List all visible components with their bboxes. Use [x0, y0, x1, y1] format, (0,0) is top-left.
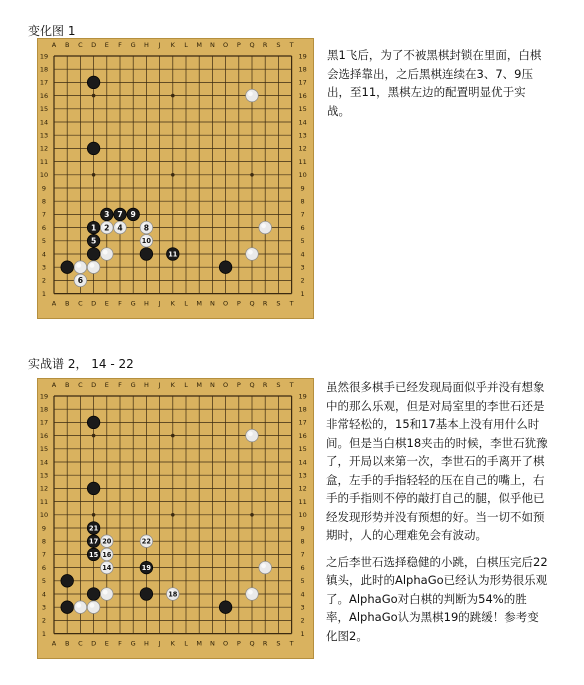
- column-label: C: [78, 639, 83, 648]
- white-stone: [101, 561, 114, 574]
- commentary-paragraph: 黑1飞后，为了不被黑棋封锁在里面，白棋会选择靠出，之后黑棋连续在3、7、9压出，至11，黑棋左边的配置明显优于实战。: [327, 48, 542, 118]
- row-label: 17: [39, 78, 49, 87]
- white-stone: [259, 561, 272, 574]
- row-label: 7: [41, 210, 47, 219]
- row-label: 6: [300, 223, 305, 232]
- row-label: 15: [298, 105, 307, 114]
- column-label: R: [262, 41, 268, 49]
- white-stone: [246, 89, 259, 102]
- column-label: J: [158, 639, 161, 648]
- column-label: J: [158, 299, 161, 308]
- column-label: B: [64, 639, 70, 648]
- row-label: 5: [41, 237, 47, 246]
- column-label: Q: [249, 41, 255, 49]
- row-label: 18: [39, 405, 49, 414]
- column-label: F: [118, 381, 122, 389]
- white-stone: [140, 221, 153, 234]
- black-stone: [87, 416, 100, 429]
- row-label: 10: [298, 511, 307, 520]
- move-number-label: 15: [89, 550, 99, 559]
- black-stone: [87, 248, 100, 261]
- black-stone: [140, 588, 153, 601]
- board-surface: [38, 379, 314, 659]
- row-label: 7: [300, 210, 305, 219]
- white-stone: [74, 261, 87, 274]
- column-label: P: [236, 299, 241, 308]
- star-point: [171, 513, 175, 517]
- move-number-label: 10: [141, 237, 151, 246]
- row-label: 18: [298, 405, 307, 414]
- black-stone: [87, 588, 100, 601]
- column-label: M: [196, 639, 203, 648]
- go-board-diagram2: [37, 378, 314, 659]
- column-label: J: [158, 381, 161, 389]
- row-label: 10: [39, 511, 49, 520]
- column-label: J: [158, 41, 161, 49]
- row-label: 19: [39, 392, 49, 401]
- column-label: Q: [249, 639, 255, 648]
- go-board-svg: [37, 378, 314, 659]
- white-stone: [101, 548, 114, 561]
- move-number-label: 17: [89, 537, 99, 546]
- white-stone: [101, 588, 114, 601]
- row-label: 14: [39, 118, 49, 127]
- column-label: A: [51, 639, 57, 648]
- column-label: P: [236, 41, 241, 49]
- move-number-label: 4: [117, 223, 123, 233]
- go-board-svg: [37, 38, 314, 319]
- row-label: 11: [298, 157, 307, 166]
- row-label: 13: [39, 131, 49, 140]
- row-label: 12: [39, 144, 49, 153]
- column-label: N: [209, 639, 215, 648]
- commentary-paragraph: 虽然很多棋手已经发现局面似乎并没有想象中的那么乐观，但是对局室里的李世石还是非常轻松的，15和17基本上没有用什么时间。但是当白棋18夹击的时候，李世石犹豫了，开局以来第一次，李世石的手离开了棋盒，左手的手指轻轻的压在自己的嘴上，右手的手指则不停的敲打自己的腿，似乎他已经发现形势并没有预想的好。当一切不如预期时，人的心理难免会有波动。: [326, 380, 548, 542]
- column-label: M: [196, 381, 203, 389]
- black-stone: [140, 248, 153, 261]
- row-label: 15: [298, 445, 307, 454]
- row-label: 3: [300, 263, 305, 272]
- black-stone: [127, 208, 140, 221]
- row-label: 15: [39, 445, 49, 454]
- move-number-label: 2: [104, 223, 110, 233]
- column-label: T: [289, 299, 294, 308]
- row-label: 1: [41, 289, 47, 298]
- move-number-label: 6: [77, 276, 84, 286]
- row-label: 8: [41, 197, 47, 206]
- row-label: 8: [300, 197, 305, 206]
- column-label: H: [143, 299, 149, 308]
- row-label: 13: [298, 131, 307, 140]
- white-stone: [246, 429, 259, 442]
- row-label: 3: [41, 603, 47, 612]
- column-label: D: [91, 41, 97, 49]
- column-label: S: [276, 299, 281, 308]
- row-label: 6: [41, 223, 47, 232]
- row-label: 15: [39, 105, 49, 114]
- column-label: R: [262, 381, 268, 389]
- column-label: N: [209, 381, 215, 389]
- row-label: 12: [298, 484, 307, 493]
- row-label: 11: [39, 497, 49, 506]
- star-point: [92, 173, 96, 177]
- row-label: 17: [39, 418, 49, 427]
- column-label: B: [64, 299, 70, 308]
- star-point: [171, 434, 175, 438]
- column-label: C: [78, 41, 83, 49]
- black-stone: [219, 261, 232, 274]
- column-label: L: [184, 639, 188, 648]
- column-label: F: [118, 41, 122, 49]
- black-stone: [87, 548, 100, 561]
- star-point: [92, 434, 96, 438]
- column-label: K: [170, 41, 175, 49]
- white-stone: [114, 221, 127, 234]
- row-label: 17: [298, 78, 307, 87]
- column-label: T: [289, 381, 294, 389]
- row-label: 6: [300, 563, 305, 572]
- row-label: 19: [39, 52, 49, 61]
- row-label: 7: [300, 550, 305, 559]
- column-label: G: [130, 381, 136, 389]
- white-stone: [74, 601, 87, 614]
- white-stone: [74, 274, 87, 287]
- white-stone: [167, 588, 180, 601]
- row-label: 14: [298, 118, 307, 127]
- column-label: L: [184, 299, 188, 308]
- row-label: 16: [39, 91, 49, 100]
- black-stone: [87, 76, 100, 89]
- column-label: O: [223, 41, 229, 49]
- row-label: 7: [41, 550, 47, 559]
- black-stone: [114, 208, 127, 221]
- row-label: 4: [41, 250, 47, 259]
- row-label: 14: [298, 458, 307, 467]
- column-label: L: [184, 381, 188, 389]
- white-stone: [140, 235, 153, 248]
- black-stone: [87, 235, 100, 248]
- column-label: B: [64, 41, 70, 49]
- diagram1-commentary: [327, 46, 547, 128]
- row-label: 6: [41, 563, 47, 572]
- black-stone: [87, 482, 100, 495]
- white-stone: [101, 535, 114, 548]
- column-label: N: [209, 299, 215, 308]
- row-label: 4: [41, 590, 47, 599]
- black-stone: [219, 601, 232, 614]
- row-label: 2: [41, 616, 47, 625]
- move-number-label: 14: [102, 563, 112, 572]
- black-stone: [87, 535, 100, 548]
- move-number-label: 16: [102, 550, 112, 559]
- row-label: 3: [300, 603, 305, 612]
- move-number-label: 9: [130, 210, 136, 220]
- row-label: 4: [300, 590, 305, 599]
- column-label: E: [104, 299, 109, 308]
- column-label: B: [64, 381, 70, 389]
- white-stone: [101, 221, 114, 234]
- star-point: [171, 94, 175, 98]
- row-label: 5: [300, 577, 305, 586]
- black-stone: [87, 221, 100, 234]
- row-label: 2: [300, 276, 305, 285]
- column-label: T: [289, 41, 294, 49]
- column-label: S: [276, 381, 281, 389]
- row-label: 2: [300, 616, 305, 625]
- column-label: D: [91, 381, 97, 389]
- white-stone: [246, 588, 259, 601]
- column-label: C: [78, 381, 83, 389]
- column-label: A: [51, 299, 57, 308]
- column-label: A: [51, 41, 57, 49]
- column-label: K: [170, 299, 175, 308]
- column-label: O: [223, 639, 229, 648]
- row-label: 18: [298, 65, 307, 74]
- white-stone: [246, 248, 259, 261]
- column-label: C: [78, 299, 83, 308]
- column-label: H: [143, 381, 149, 389]
- move-number-label: 21: [89, 524, 99, 533]
- column-label: G: [130, 41, 136, 49]
- row-label: 4: [300, 250, 305, 259]
- column-label: A: [51, 381, 57, 389]
- column-label: H: [143, 639, 149, 648]
- row-label: 17: [298, 418, 307, 427]
- move-number-label: 1: [90, 223, 97, 233]
- column-label: N: [209, 41, 215, 49]
- column-label: S: [276, 639, 281, 648]
- column-label: Q: [249, 381, 255, 389]
- white-stone: [87, 601, 100, 614]
- diagram2-commentary: [326, 378, 548, 653]
- black-stone: [87, 522, 100, 535]
- column-label: K: [170, 381, 175, 389]
- column-label: K: [170, 639, 175, 648]
- column-label: F: [118, 639, 122, 648]
- row-label: 1: [300, 289, 305, 298]
- row-label: 11: [298, 497, 307, 506]
- row-label: 12: [298, 144, 307, 153]
- star-point: [171, 173, 175, 177]
- row-label: 13: [298, 471, 307, 480]
- column-label: R: [262, 299, 268, 308]
- column-label: G: [130, 299, 136, 308]
- row-label: 8: [300, 537, 305, 546]
- row-label: 9: [41, 184, 47, 193]
- row-label: 9: [300, 524, 305, 533]
- row-label: 5: [41, 577, 47, 586]
- column-label: D: [91, 639, 97, 648]
- commentary-paragraph: 之后李世石选择稳健的小跳，白棋压完后22镇头，此时的AlphaGo已经认为形势很乐观了。AlphaGo对白棋的判断为54%的胜率，AlphaGo认为黑棋19的跳缓！参考变化图2。: [326, 554, 548, 643]
- column-label: E: [104, 41, 109, 49]
- row-label: 9: [300, 184, 305, 193]
- black-stone: [61, 261, 74, 274]
- column-label: D: [91, 299, 97, 308]
- move-number-label: 11: [168, 250, 178, 259]
- column-label: M: [196, 299, 203, 308]
- move-number-label: 7: [117, 210, 123, 220]
- row-label: 14: [39, 458, 49, 467]
- column-label: T: [289, 639, 294, 648]
- move-number-label: 19: [141, 563, 151, 572]
- black-stone: [61, 601, 74, 614]
- star-point: [250, 173, 254, 177]
- row-label: 8: [41, 537, 47, 546]
- row-label: 5: [300, 237, 305, 246]
- star-point: [92, 513, 96, 517]
- row-label: 12: [39, 484, 49, 493]
- column-label: M: [196, 41, 203, 49]
- row-label: 16: [298, 431, 307, 440]
- row-label: 3: [41, 263, 47, 272]
- column-label: P: [236, 639, 241, 648]
- go-board-diagram1: [37, 38, 314, 319]
- row-label: 10: [39, 171, 49, 180]
- diagram1-title: 变化图 1: [28, 24, 76, 38]
- row-label: 11: [39, 157, 49, 166]
- star-point: [92, 94, 96, 98]
- row-label: 13: [39, 471, 49, 480]
- row-label: 2: [41, 276, 47, 285]
- column-label: E: [104, 639, 109, 648]
- column-label: G: [130, 639, 136, 648]
- star-point: [250, 513, 254, 517]
- column-label: Q: [249, 299, 255, 308]
- row-label: 1: [300, 629, 305, 638]
- white-stone: [101, 248, 114, 261]
- black-stone: [167, 248, 180, 261]
- column-label: L: [184, 41, 188, 49]
- column-label: H: [143, 41, 149, 49]
- move-number-label: 20: [102, 537, 112, 546]
- white-stone: [87, 261, 100, 274]
- black-stone: [101, 208, 114, 221]
- move-number-label: 22: [141, 537, 151, 546]
- row-label: 16: [39, 431, 49, 440]
- row-label: 1: [41, 629, 47, 638]
- column-label: S: [276, 41, 281, 49]
- move-number-label: 18: [168, 590, 178, 599]
- white-stone: [140, 535, 153, 548]
- row-label: 19: [298, 392, 307, 401]
- black-stone: [87, 142, 100, 155]
- black-stone: [140, 561, 153, 574]
- column-label: F: [118, 299, 122, 308]
- column-label: E: [104, 381, 109, 389]
- row-label: 10: [298, 171, 307, 180]
- white-stone: [259, 221, 272, 234]
- column-label: P: [236, 381, 241, 389]
- column-label: O: [223, 381, 229, 389]
- row-label: 19: [298, 52, 307, 61]
- move-number-label: 5: [90, 236, 97, 246]
- column-label: R: [262, 639, 268, 648]
- black-stone: [61, 575, 74, 588]
- diagram2-title: 实战谱 2， 14 - 22: [28, 357, 134, 371]
- move-number-label: 8: [143, 223, 150, 233]
- row-label: 9: [41, 524, 47, 533]
- row-label: 18: [39, 65, 49, 74]
- row-label: 16: [298, 91, 307, 100]
- move-number-label: 3: [104, 210, 110, 220]
- column-label: O: [223, 299, 229, 308]
